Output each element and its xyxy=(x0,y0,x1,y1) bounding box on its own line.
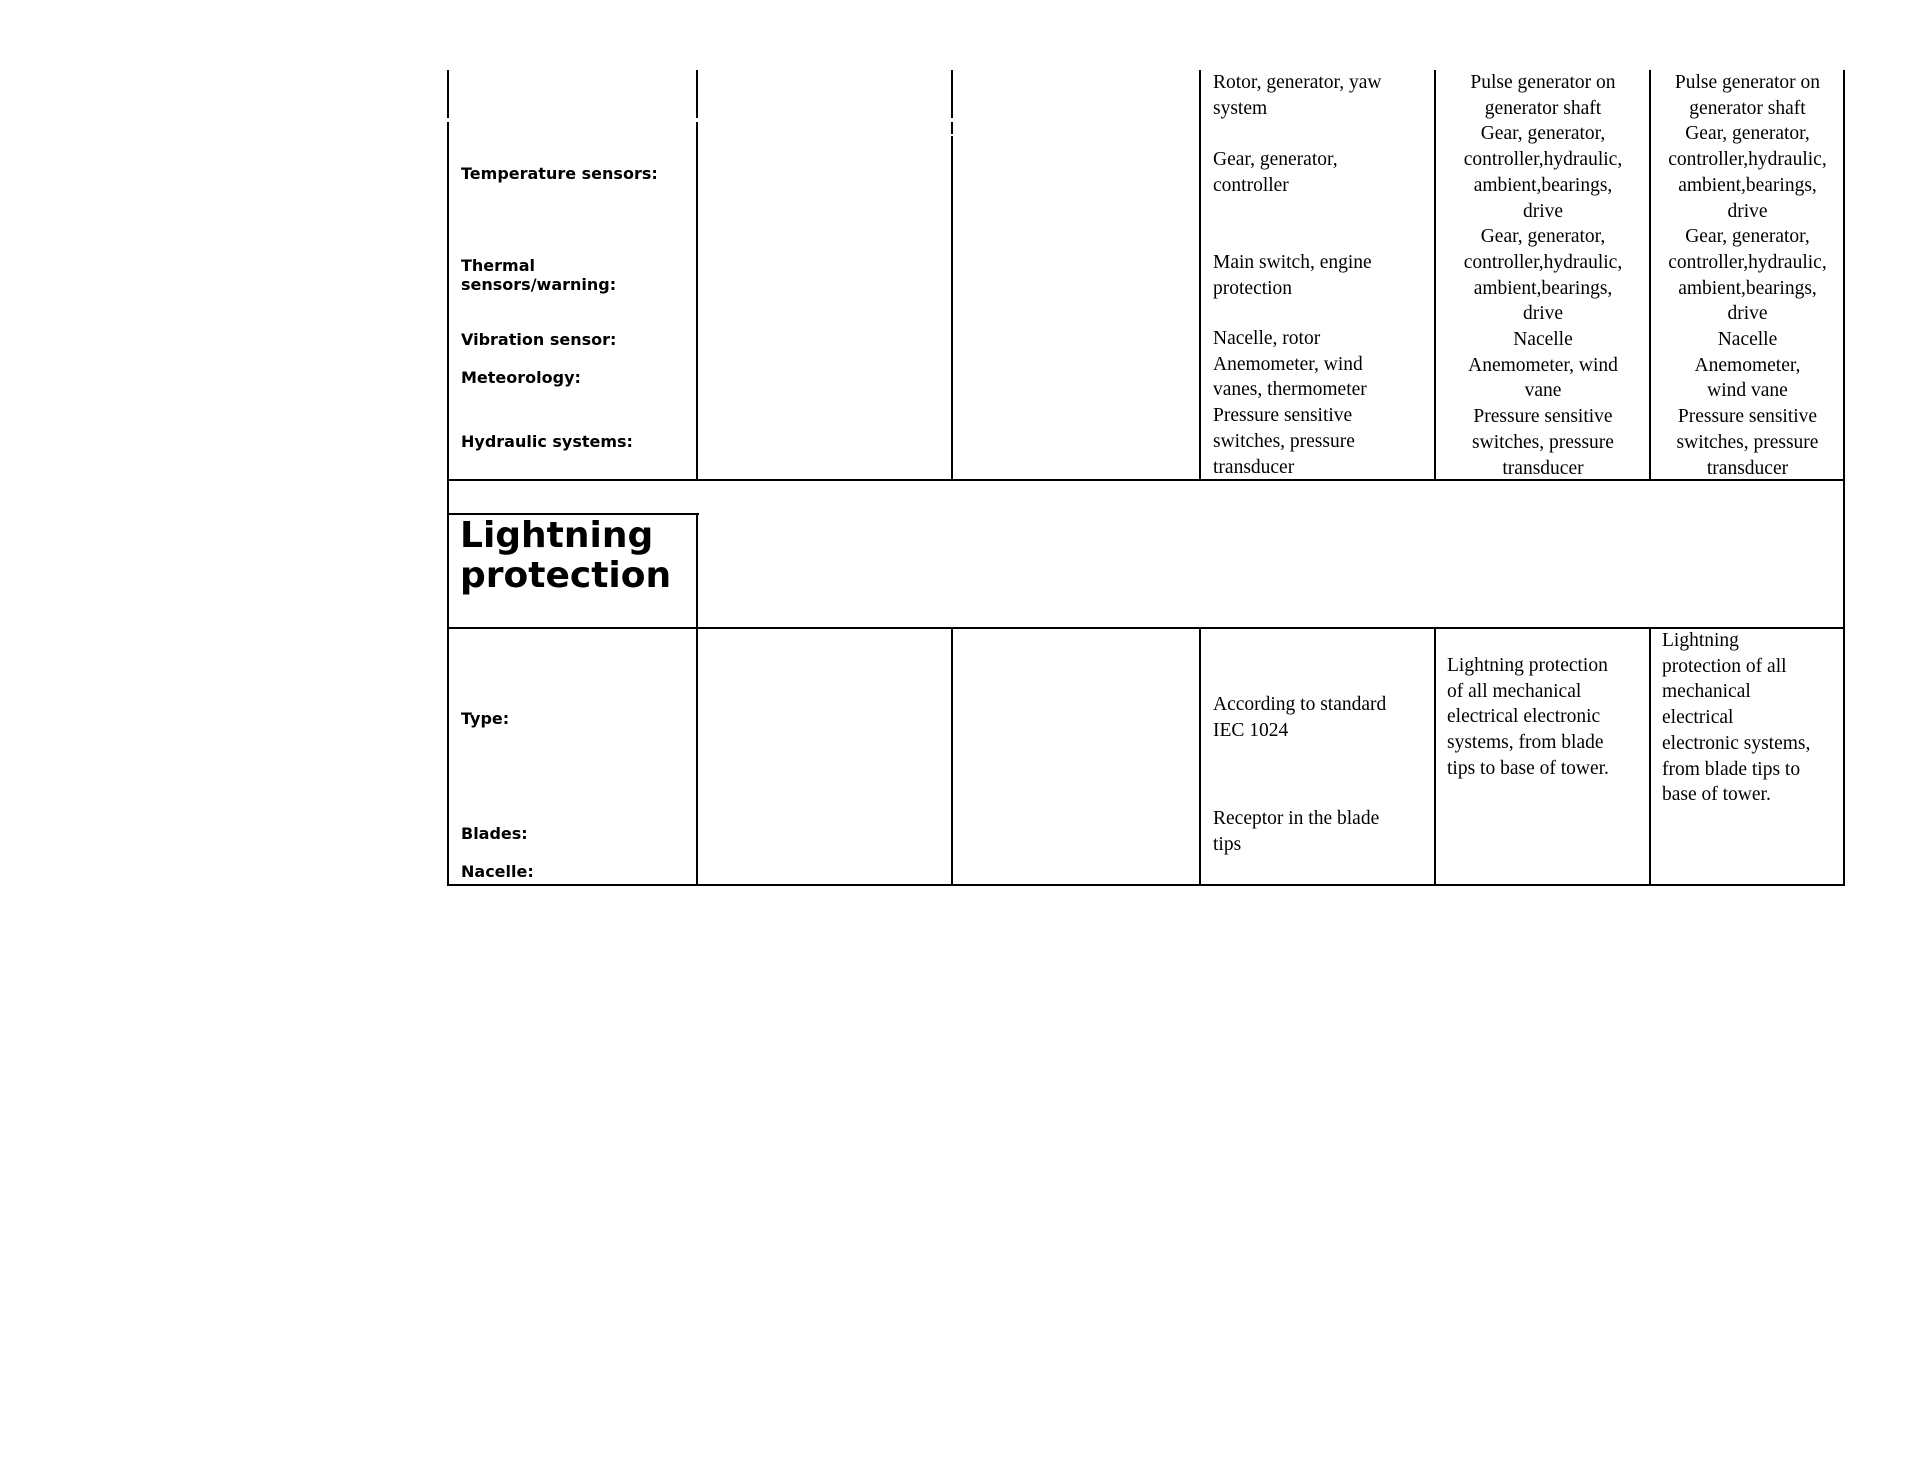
column-5-sensors-cell: Pulse generator on generator shaft Gear, generator, controller,hydraulic, ambient,bearings, drive Gear, generator, controller,hydraulic, ambient,bearings, drive Nacelle Anemometer, wind vane Pressure sensitive switches, pressure transducer xyxy=(1463,72,1623,479)
table-rule xyxy=(1649,70,1651,481)
table-rule xyxy=(447,627,449,886)
nacelle-label: Nacelle: xyxy=(461,862,534,881)
table-rule xyxy=(696,122,698,481)
column-6-sensors-cell: Pulse generator on generator shaft Gear, generator, controller,hydraulic, ambient,bearings, drive Gear, generator, controller,hydraulic, ambient,bearings, drive Nacelle Anemometer, wind vane Pressure sensitive switches, pressure transducer xyxy=(1668,72,1827,479)
table-rule xyxy=(1434,627,1436,886)
table-rule xyxy=(447,627,1845,629)
hydraulic-systems-label: Hydraulic systems: xyxy=(461,432,633,451)
table-rule xyxy=(696,70,698,118)
table-rule xyxy=(447,884,1845,886)
table-rule xyxy=(951,136,953,481)
table-rule xyxy=(951,70,953,118)
rotor-generator-cell: Rotor, generator, yaw system xyxy=(1213,72,1382,119)
lightning-type-cell: According to standard IEC 1024 xyxy=(1213,694,1387,741)
temperature-sensors-cell: Gear, generator, controller xyxy=(1213,149,1338,196)
type-label: Type: xyxy=(461,709,510,728)
table-rule xyxy=(1199,627,1201,886)
table-rule xyxy=(447,122,449,481)
table-rule xyxy=(696,627,698,886)
table-rule xyxy=(696,513,698,629)
table-rule xyxy=(447,70,449,118)
table-rule xyxy=(1649,627,1651,886)
table-rule xyxy=(1843,70,1845,481)
thermal-sensors-cell: Main switch, engine protection xyxy=(1213,252,1372,299)
lightning-blades-cell: Receptor in the blade tips xyxy=(1213,808,1380,855)
table-rule xyxy=(447,479,449,629)
table-rule xyxy=(1434,70,1436,481)
table-rule xyxy=(951,627,953,886)
sensor-details-cell: Nacelle, rotor Anemometer, wind vanes, thermometer Pressure sensitive switches, pressure transducer xyxy=(1213,328,1367,478)
table-rule xyxy=(1199,70,1201,481)
table-rule xyxy=(1843,479,1845,629)
column-6-lightning-cell: Lightning protection of all mechanical electrical electronic systems, from blade tips to base of tower. xyxy=(1662,630,1811,806)
table-rule xyxy=(951,122,953,134)
thermal-sensors-label: Thermal sensors/warning: xyxy=(461,256,617,294)
table-rule xyxy=(1843,627,1845,886)
temperature-sensors-label: Temperature sensors: xyxy=(461,164,658,183)
column-5-lightning-cell: Lightning protection of all mechanical electrical electronic systems, from blade tips to base of tower. xyxy=(1447,655,1609,779)
vibration-sensor-label: Vibration sensor: xyxy=(461,330,617,349)
blades-label: Blades: xyxy=(461,824,528,843)
meteorology-label: Meteorology: xyxy=(461,368,581,387)
section-title: Lightning protection xyxy=(460,515,672,596)
